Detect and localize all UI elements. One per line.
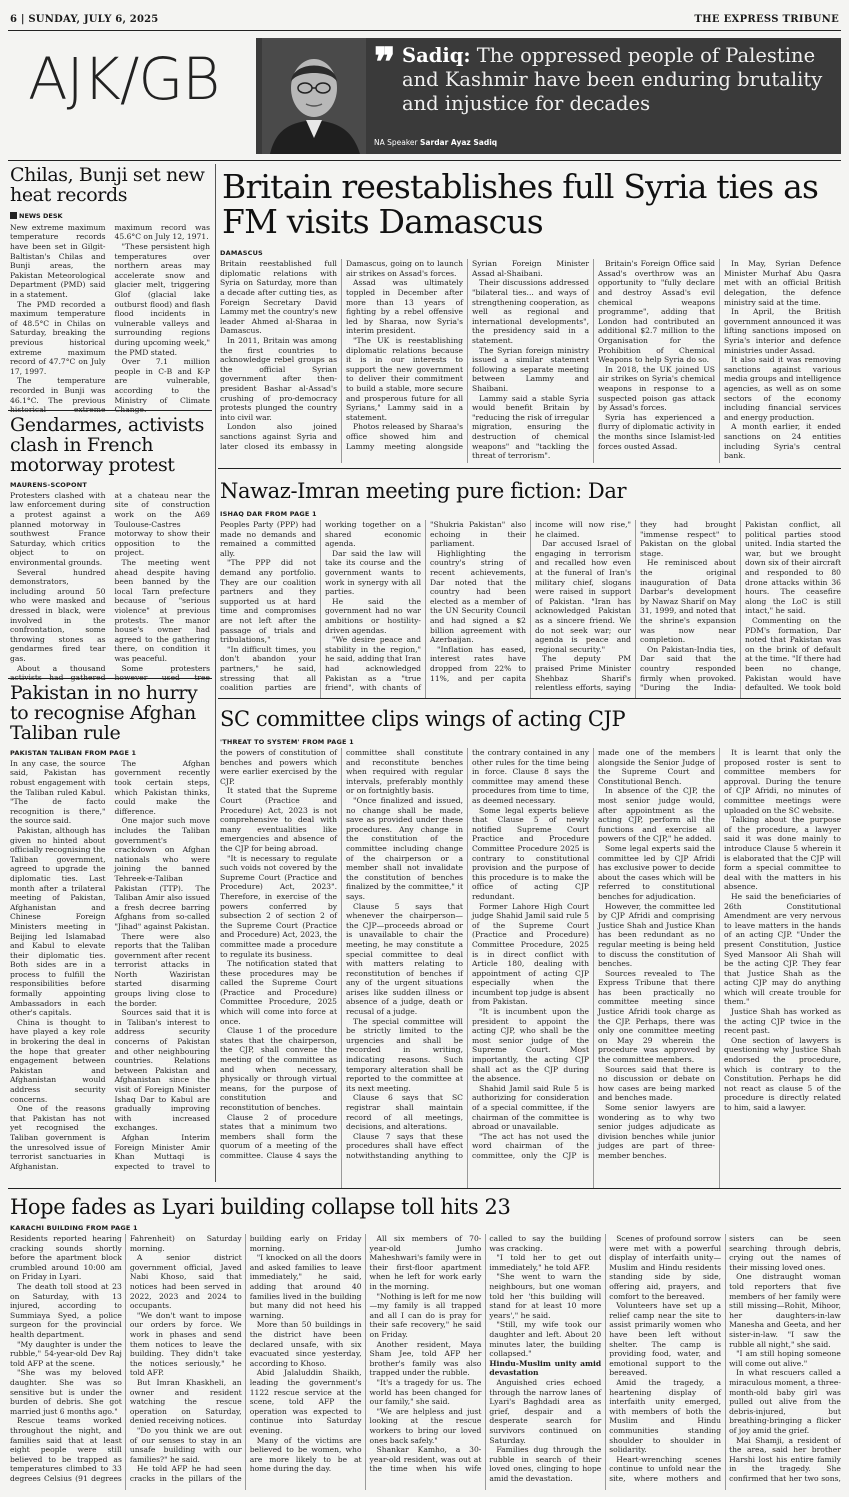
paragraph: On Pakistan-India ties, Dar said that the country responded firmly when provoked. "During the India-Pakistan conflict, all political parties stood united. India started the war, but we brought down six of their aircraft and responded to 80 drone attacks within 36 hours. The ceasefire along the LoC is still intact," he said. — [640, 520, 841, 693]
paragraph: Justice Shah has worked as the acting CJP twice in the recent past. — [724, 1007, 841, 1036]
paragraph: The temperature recorded in Bunji was 46.1°C. The previous maximum record was 45.6°C on July 12, 1971. — [10, 222, 210, 405]
story-syria — [220, 167, 841, 463]
caption-name: Sardar Ayaz Sadiq — [420, 138, 498, 147]
paragraph: "Do you think we are out of our senses to stay in an unsafe building with our families?" he said. — [129, 1425, 242, 1464]
paragraph: Protesters clashed with law enforcement during a protest against a planned motorway in southwest France Saturday, which critics object to on environmental grounds. — [10, 490, 106, 567]
paragraph: Clause 5 says that whenever the chairperson—the CJP—proceeds abroad or is unavailable to chair the meeting, he may constitute a special committee to deal with matters relating to reconstitution of benches if any of the urgent situations arises like sudden illness or absence of a judge, death or recusal of a judge. — [346, 901, 463, 1017]
lyari-body — [10, 1234, 841, 1490]
paragraph: It stated that the Supreme Court (Practice and Procedure) Act, 2023 is not comprehensive to deal with many eventualities like emergencies and absence of the CJP for being abroad. — [220, 786, 337, 853]
paragraph: "We are helpless and just looking at the rescue workers to bring our loved ones back safely." — [369, 1406, 482, 1445]
story-gendarmes — [10, 416, 210, 687]
speaker-portrait-image — [262, 38, 366, 154]
paragraph: London also joined sanctions against Syria and later closed its embassy in Damascus, going on to launch air strikes on Assad's forces. — [220, 259, 463, 451]
paragraph: Pakistan, although has given no hinted about officially recognising the Taliban government, agreed to upgrade the diplomatic ties. Last month after a trilateral meeting of Pakistan, Afghanistan and Chinese Foreign Ministers meeting in Beijing led Islamabad and Kabul to elevate their diplomatic ties. Both sides are in a process to fulfill the responsibilities before formally appointing Ambassadors in each other's capitals. — [10, 825, 106, 1018]
paragraph: "My daughter is under the rubble," 54-year-old Dev Raj told AFP at the scene. — [10, 1339, 122, 1368]
paragraph: In May, Syrian Defence Minister Murhaf Abu Qasra met with an official British delegation, the defence ministry said at the time. — [724, 259, 841, 307]
paragraph: "I am still hoping someone will come out alive." — [729, 1349, 841, 1368]
paragraph: Shankar Kamho, a 30-year-old resident, was out at the time when his wife called to say the building was cracking. — [369, 1234, 602, 1474]
paragraph: The meeting went ahead despite having been banned by the local Tarn prefecture because of "serious violence" at previous protests. The manor house's owner had agreed to the gathering there, on condition it was peaceful. — [114, 557, 210, 663]
paragraph: The special committee will be strictly limited to the urgencies and shall be recorded in writing, indicating reasons. Such temporary alteration shall be reported to the committee at its next meeting. — [346, 1016, 463, 1093]
paragraph: The Syrian foreign ministry issued a similar statement following a separate meeting between Lammy and Shaibani. — [472, 345, 589, 393]
paragraph: One major such move includes the Taliban government's crackdown on Afghan nationals who were joining the banned Tehreek-e-Taliban Pakistan (TTP). The Taliban Amir also issued a fresh decree barring Afghans from so-called "Jihad" against Pakistan. — [114, 816, 210, 931]
rule — [218, 468, 841, 469]
paragraph: "The UK is reestablishing diplomatic relations because it is in our interests to support the new government to deliver their commitment to build a stable, more secure and prosperous future for all Syrians," Lammy said in a statement. — [346, 336, 463, 422]
paragraph: Sources said that it is in Taliban's interest to address security concerns of Pakistan and other neighbouring countries. Relations between Pakistan and Afghanistan since the visit of Foreign Minister Ishaq Dar to Kabul are gradually improving with increased exchanges. — [114, 1008, 210, 1133]
rule — [218, 698, 841, 699]
paragraph: "Still, my wife took our daughter and left. About 20 minutes later, the building collapsed." — [489, 1320, 602, 1359]
section-title: AJK/GB — [28, 45, 220, 113]
gendarmes-body — [10, 491, 210, 687]
paragraph: "Once finalized and issued, no change shall be made, save as provided under these procedures. Any change in the constitution of the committee including change of the chairperson or a member shall not invalidate the constitution of benches finalized by the committee," it says. — [346, 796, 463, 901]
paragraph: The PMD recorded a maximum temperature of 48.5°C in Chilas on Saturday, breaking the previous historical extreme maximum record of 47.7°C on July 17, 1997. — [10, 299, 106, 376]
lyari-headline: Hope fades as Lyari building collapse toll hits 23 — [10, 1195, 511, 1219]
paragraph: "Inflation has eased, interest rates have dropped from 22% to 11%, and per capita income will now rise," he claimed. — [430, 520, 631, 683]
speaker-portrait — [262, 38, 366, 154]
taliban-body — [10, 759, 210, 1177]
paragraph: One of the reasons that Pakistan has not yet recognised the Taliban government is the unresolved issue of terrorist sanctuaries in Afghanistan. — [10, 1104, 106, 1171]
paragraph: Clause 7 says that these procedures shall have effect notwithstanding anything to the contrary contained in any other rules for the time being in force. Clause 8 says the committee may amend these procedures from time to time, as deemed necessary. — [346, 748, 589, 1160]
paragraph: Clause 6 says that SC registrar shall maintain record of all meetings, decisions, and alterations. — [346, 1093, 463, 1132]
square-bullet-icon — [10, 212, 17, 219]
story-nawaz — [220, 480, 841, 698]
chilas-headline: Chilas, Bunji set new heat records — [10, 164, 205, 206]
paragraph: Syria has experienced a flurry of diplomatic activity in the months since Islamist-led forces ousted Assad. — [598, 412, 715, 451]
hero-banner — [256, 38, 841, 154]
paragraph: Anguished cries echoed through the narrow lanes of Lyari's Baghdadi area as grief, despair and a desperate search for survivors continued on Saturday. — [489, 1377, 602, 1445]
paragraph: Residents reported hearing cracking sounds shortly before the apartment block crumbled around 10:00 am on Friday in Lyari. — [10, 1234, 122, 1282]
paragraph: Clause 2 of procedure states that a minimum two members shall form the quorum of a meeting of the committee. Clause 4 says the committee shall constitute and reconstitute benches when required with regular intervals, preferably monthly or on fortnightly basis. — [220, 748, 463, 1160]
paragraph: Heart-wrenching scenes continue to unfold near the site, where mothers and sisters can be seen searching through debris, crying out the names of their missing loved ones. — [609, 1234, 841, 1483]
paragraph: A month earlier, it ended sanctions on 24 entities including Syria's central bank. — [724, 422, 841, 461]
paragraph: All six members of 70-year-old Jumho Maheshwari's family were in their first-floor apartment when he left for work early in the morning. — [369, 1234, 482, 1292]
paragraph: Another resident, Maya Sham Jee, told AFP her brother's family was also trapped under the rubble. — [369, 1339, 482, 1378]
paragraph: In 2011, Britain was among the first countries to acknowledge rebel groups as the official Syrian government after then-president Bashar al-Assad's crushing of pro-democracy protests plunged the country into civil war. — [220, 336, 337, 422]
paragraph: He reminisced about the original inauguration of Data Darbar's development by Nawaz Sharif on May 31, 1999, and noted that the shrine's expansion was now near completion. — [640, 558, 736, 645]
folio-date: SUNDAY, JULY 6, 2025 — [28, 14, 159, 25]
story-taliban — [10, 684, 210, 1177]
paragraph: "She went to warn the neighbours, but one woman told her 'this building will stand for at least 10 more years'," he said. — [489, 1272, 602, 1320]
story-lyari — [10, 1196, 841, 1490]
photo-caption — [374, 138, 497, 147]
paragraph: "The PPP did not demand any portfolio. They are our coalition partners and they supported us at hard time and compromises are not left after the passage of trials and tribulations," — [220, 558, 316, 645]
paragraph: It is learnt that only the proposed roster is sent to committee members for approval. During the tenure of CJP Afridi, no minutes of committee meetings were uploaded on the SC website. — [724, 748, 841, 815]
lyari-dateline: KARACHI BUILDING FROM PAGE 1 — [10, 1224, 138, 1233]
rule — [8, 678, 212, 679]
paragraph: Rescue teams worked throughout the night, and families said that at least eight people were still believed to be trapped as temperatures climbed to 33 degrees Celsius (91 degrees Fahrenheit) on Saturday morning. — [10, 1234, 242, 1483]
folio — [10, 14, 158, 25]
folio-separator: | — [20, 14, 29, 25]
paragraph: Talking about the purpose of the procedure, a lawyer said it was done mainly to introduce Clause 5 wherein it is elaborated that the CJP will form a special committee to deal with the matters in his absence. — [724, 815, 841, 892]
paragraph: He told AFP he had seen cracks in the pillars of the building early on Friday morning. — [129, 1234, 362, 1483]
syria-headline: Britain reestablishes full Syria ties as FM visits Damascus — [222, 167, 819, 241]
paragraph: Britain's Foreign Office said Assad's overthrow was an opportunity to "fully declare and destroy Assad's evil chemical weapons programme", adding that London had contributed an additional $2.7 million to the Organisation for the Prohibition of Chemical Weapons to help Syria do so. — [598, 259, 715, 365]
masthead: THE EXPRESS TRIBUNE — [694, 14, 839, 25]
paragraph: In April, the British government announced it was lifting sanctions imposed on Syria's interior and defence ministries under Assad. — [724, 307, 841, 355]
paragraph: "It is necessary to regulate such voids not covered by the Supreme Court (Practice and Procedure) Act, 2023". Therefore, in exercise of the powers conferred by subsection 2 of section 2 of the Supreme Court (Practice and Procedure) Act, 2023, the committee made a procedure to regulate its business. — [220, 853, 337, 959]
paragraph: Mai Shamji, a resident of the area, said her brother Harshi lost his entire family in the tragedy. She confirmed that her two sons, — [729, 1435, 841, 1483]
folio-rule — [8, 30, 841, 31]
paragraph: Dar accused Israel of engaging in terrorism and recalled how even at the funeral of Iran's military chief, slogans were raised in support of Pakistan. "Iran has acknowledged Pakistan as a sincere friend. We do not seek war; our agenda is peace and regional security." — [535, 539, 631, 654]
nawaz-dateline: ISHAQ DAR FROM PAGE 1 — [220, 510, 317, 519]
paragraph: Clause 1 of the procedure states that the chairperson, the CJP, shall convene the meeting of the committee as and when necessary, physically or through virtual means, for the purpose of constitution and reconstitution of benches. — [220, 1026, 337, 1113]
page-number: 6 — [10, 14, 18, 25]
taliban-headline: Pakistan in no hurry to recognise Afghan Taliban rule — [10, 682, 198, 744]
paragraph: Photos released by Sharaa's office showed him and Lammy meeting alongside Syrian Foreign Minister Assad al-Shaibani. — [346, 259, 589, 451]
cjp-dateline: 'THREAT TO SYSTEM' FROM PAGE 1 — [220, 738, 354, 747]
nawaz-body — [220, 520, 841, 698]
caption-role: NA Speaker — [374, 138, 418, 147]
paragraph: Lammy said a stable Syria would benefit Britain by "reducing the risk of irregular migration, ensuring the destruction of chemical weapons" and "tackling the threat of terrorism". — [472, 393, 589, 461]
paragraph: Many of the victims are believed to be women, who are more likely to be at home during the day. — [249, 1435, 362, 1474]
paragraph: The deputy PM praised Prime Minister Shehbaz Sharif's relentless efforts, saying they had brought "immense respect" to Pakistan on the global stage. — [535, 520, 736, 693]
paragraph: "These persistent high temperatures over northern areas may accelerate snow and glacier melt, triggering Glof (glacial lake outburst flood) and flash flood incidents in vulnerable valleys and surrounding regions during upcoming week," the PMD stated. — [114, 242, 210, 357]
paragraph: China is thought to have played a key role in brokering the deal in the hope that greater engagement between Pakistan and Afghanistan would address security concerns. — [10, 1017, 106, 1104]
paragraph: One distraught woman told reporters that five members of her family were still missing—Rohit, Mihoor, her daughters-in-law Manesha and Geeta, and her sister-in-law. "I saw the rubble all night," she said. — [729, 1272, 841, 1349]
syria-dateline: DAMASCUS — [220, 249, 263, 258]
paragraph: In 2018, the UK joined US air strikes on Syria's chemical weapons in response to a suspected poison gas attack by Assad's forces. — [598, 364, 715, 413]
chilas-body — [10, 223, 210, 431]
paragraph: "We desire peace and stability in the region," he said, adding that Iran had acknowledged Pakistan as a "true friend", with chants of "Shukria Pakistan" also echoing in their parliament. — [325, 520, 526, 693]
rule — [8, 1188, 841, 1189]
paragraph: Shahid Jamil said Rule 5 is authorizing for consideration of a special committee, if the chairman of the committee is abroad or unavailable. — [472, 1083, 589, 1132]
paragraph: The death toll stood at 23 on Saturday, with 13 injured, according to Summiaya Syed, a police surgeon for the provincial health department. — [10, 1282, 122, 1339]
syria-body — [220, 259, 841, 463]
cjp-body — [220, 748, 841, 1188]
paragraph: It also said it was removing sanctions against various media groups and intelligence agencies, as well as on some sectors of the economy including financial services and energy production. — [724, 355, 841, 422]
paragraph: Over 7.1 million people in C-B and K-P are vulnerable, according to the Ministry of Climate — [114, 357, 210, 405]
paragraph: Several hundred demonstrators, including around 50 who were masked and dressed in black, were involved in the confrontation, some throwing stones as gendarmes fired tear gas. — [10, 567, 106, 663]
paragraph: "Nothing is left for me now—my family is all trapped and all I can do is pray for their safe recovery," he said on Friday. — [369, 1291, 482, 1339]
paragraph: Some senior lawyers are wondering as to why two senior judges adjudicate as division benches while junior judges are part of three-member benches. — [598, 1103, 715, 1160]
paragraph: One section of lawyers is questioning why Justice Shah endorsed the procedure, which is contrary to the Constitution. Perhaps he did not react as clause 5 of the procedure is directly related to him, said a lawyer. — [724, 1035, 841, 1113]
paragraph: Sources revealed to The Express Tribune that there has been practically no committee meeting since Justice Afridi took charge as the CJP. Perhaps, there was only one committee meeting on May 29 wherein the procedure was approved by the committee members. — [598, 968, 715, 1065]
cjp-headline: SC committee clips wings of acting CJP — [220, 707, 626, 731]
hero-quote — [402, 44, 834, 116]
paragraph: Dar said the law will take its course and the government wants to work in synergy with all parties. — [325, 548, 421, 597]
paragraph: Volunteers have set up a relief camp near the site to assist primarily women who have been left without shelter. The camp is providing food, water, and emotional support to the bereaved. — [609, 1301, 722, 1378]
paragraph: Assad was ultimately toppled in December after more than 13 years of fighting by a rebel offensive led by Sharaa, now Syria's interim president. — [346, 278, 463, 336]
paragraph: About a thousand at a chateau near the site of construction work on the A69 Toulouse-Castres motorway to show their opposition to the project. — [17, 490, 210, 673]
paragraph: Their discussions addressed "bilateral ties... and ways of strengthening cooperation, as well as regional and international developments", the presidency said in a statement. — [472, 278, 589, 346]
story-cjp — [220, 708, 841, 1188]
paragraph: the powers of constitution of benches and powers which were earlier exercised by the CJP. — [220, 748, 337, 786]
chilas-dateline-text: NEWS DESK — [19, 211, 63, 220]
chilas-dateline — [10, 212, 210, 220]
paragraph: Commenting on the PDM's formation, Dar noted that Pakistan was on the brink of default at the time. "If there had been no change, Pakistan would have defaulted. We took bold — [745, 615, 841, 693]
paragraph: Abid Jalaluddin Shaikh, leading the government's 1122 rescue service at the scene, told AFP the operation was expected to continue into Saturday evening. — [249, 1368, 362, 1435]
paragraph: In any case, the source said, Pakistan has robust engagement with the Taliban ruled Kabul. "The de facto recognition is there," the source said. — [10, 758, 106, 826]
paragraph: He said the beneficiaries of 26th Constitutional Amendment are very nervous to leave matters in the hands of an acting CJP. "Under the present Constitution, Justice Syed Mansoor Ali Shah will be the acting CJP. They fear that Justice Shah as the acting CJP may do anything which will create trouble for them." — [724, 891, 841, 1007]
top-rule — [8, 160, 841, 161]
paragraph: Scenes of profound sorrow were met with a powerful display of interfaith unity—Muslim and Hindu residents standing side by side, offering aid, prayers, and comfort to the bereaved. — [609, 1234, 722, 1301]
paragraph: Britain reestablished full diplomatic relations with Syria on Saturday, more than a decade after cutting ties, as Foreign Secretary David Lammy met the country's new leader Ahmed al-Sharaa in Damascus. — [220, 259, 337, 336]
paragraph: Hindu-Muslim unity amid devastation — [489, 1358, 602, 1378]
paragraph: The notification stated that these procedures may be called the Supreme Court (Practice and Procedure) Committee Procedure, 2025 which will come into force at once. — [220, 959, 337, 1026]
paragraph: He said the government had no war ambitions or hostility-driven agendas. — [325, 596, 421, 635]
paragraph: "She was my beloved daughter. She was so sensitive but is under the burden of debris. She got married just 6 months ago." — [10, 1368, 122, 1416]
paragraph: Peoples Party (PPP) had made no demands and remained a committed ally. — [220, 520, 316, 558]
hero-speaker: Sadiq: — [402, 44, 471, 67]
paragraph: Some protesters — [121, 663, 210, 673]
paragraph: Former Lahore High Court judge Shahid Jamil said rule 5 of the Supreme Court (Practice and Procedure) Committee Procedure, 2025 is in direct conflict with Article 180, dealing with appointment of acting CJP especially when the incumbent top judge is absent from Pakistan. — [472, 901, 589, 1007]
paragraph: Families dug through the rubble in search of their loved ones, clinging to hope amid the devastation. — [489, 1445, 602, 1483]
paragraph: Sources said that there is no discussion or debate on how cases are being marked and benches made. — [598, 1064, 715, 1103]
gendarmes-headline: Gendarmes, activists clash in French motorway protest — [10, 414, 204, 476]
story-chilas — [10, 166, 210, 431]
column-divider — [215, 164, 216, 1182]
paragraph: But Imran Khaskheli, an owner and resident watching the rescue operation on Saturday, denied receiving notices. — [129, 1377, 242, 1426]
paragraph: Amid the tragedy, a heartening display of interfaith unity emerged, with members of both the Muslim and Hindu communities standing shoulder to shoulder in solidarity. — [609, 1377, 722, 1455]
gendarmes-dateline: MAURENS-SCOPONT — [10, 480, 87, 489]
paragraph: "It's a tragedy for us. The world has been changed for our family," she said. — [369, 1377, 482, 1407]
rule — [8, 410, 212, 411]
paragraph: In absence of the CJP, the most senior judge would, after appointment as the acting CJP, perform all the functions and exercise all powers of the CJP," he added. — [598, 786, 715, 844]
paragraph: Highlighting the country's string of recent achievements, Dar noted that the country had been elected as a member of the UN Security Council and had signed a $2 billion agreement with Azerbaijan. — [430, 548, 526, 645]
paragraph: "The act has not used the word chairman of the committee, only the CJP is made one of the members alongside the Senior Judge of the Supreme Court and Constitutional Bench. — [472, 748, 715, 1160]
paragraph: However, the committee led by CJP Afridi and comprising Justice Shah and Justice Khan has been redundant as no regular meeting is being held to discuss the constitution of benches. — [598, 901, 715, 969]
paragraph: The Afghan government recently took certain steps, which Pakistan thinks, could make the difference. — [114, 758, 210, 816]
taliban-dateline: PAKISTAN TALIBAN FROM PAGE 1 — [10, 748, 137, 757]
paragraph: "I told her to get out immediately," he told AFP. — [489, 1253, 602, 1272]
paragraph: Afghan Interim Foreign Minister Amir Khan Muttaqi is expected to travel to — [114, 1132, 210, 1171]
paragraph: There were also reports that the Taliban government after recent terrorist attacks in North Waziristan started disarming groups living close to the border. — [114, 931, 210, 1008]
paragraph: Some legal experts said the committee led by CJP Afridi has exclusive power to decide about the cases which will be referred to constitutional benches for adjudication. — [598, 843, 715, 901]
paragraph: "I knocked on all the doors and asked families to leave immediately," he said, adding that around 40 families lived in the building but many did not heed his warning. — [249, 1253, 362, 1320]
paragraph: New extreme maximum temperature records have been set in Gilgit-Baltistan's Chilas and Bunji areas, the Pakistan Meteorological Department (PMD) said in a statement. — [10, 222, 106, 300]
paragraph: "We don't want to impose our orders by force. We work in phases and send them notices to leave the building. They didn't take the notices seriously," he told AFP. — [129, 1310, 242, 1378]
hero-quote-text: The oppressed people of Palestine and Kashmir have been enduring brutality and injustice for decades — [402, 44, 823, 115]
paragraph: Some legal experts believe that Clause 5 of newly notified Supreme Court Practice and Procedure Committee Procedure 2025 is contrary to constitutional provision and the purpose of this procedure is to make the office of acting CJP redundant. — [472, 805, 589, 901]
nawaz-headline: Nawaz-Imran meeting pure fiction: Dar — [220, 479, 627, 503]
paragraph: "It is incumbent upon the president to appoint the acting CJP, who shall be the most senior judge of the Supreme Court. Most importantly, the acting CJP shall act as the CJP during the absence. — [472, 1007, 589, 1084]
paragraph: More than 50 buildings in the district have been declared unsafe, with six evacuated since yesterday, according to Khoso. — [249, 1320, 362, 1368]
paragraph: In what rescuers called a miraculous moment, a three-month-old baby girl was pulled out alive from the debris-injured, but breathing-bringing a flicker of joy amid the grief. — [729, 1368, 841, 1435]
paragraph: A senior district government official, Javed Nabi Khoso, said that notices had been served in 2022, 2023 and 2024 to occupants. — [129, 1253, 242, 1311]
quote-mark-icon: ❞ — [374, 39, 396, 86]
paragraph: "In difficult times, you don't abandon your partners," he said, stressing that all coalition parties are working together on a shared economic agenda. — [220, 520, 421, 693]
